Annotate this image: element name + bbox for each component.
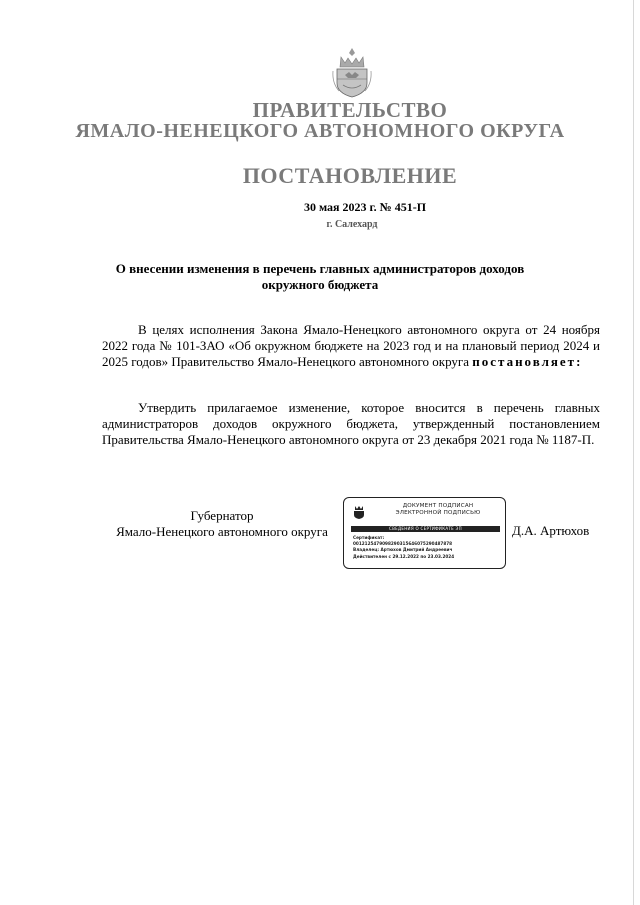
stamp-validity: Действителен с 29.12.2022 по 23.03.2024 bbox=[353, 553, 455, 559]
body-paragraph-1 bbox=[102, 322, 600, 370]
document-subject: О внесении изменения в перечень главных администраторов доходов окружного бюджета bbox=[115, 261, 525, 292]
document-type: ПОСТАНОВЛЕНИЕ bbox=[242, 163, 458, 188]
government-title-line2: ЯМАЛО-НЕНЕЦКОГО АВТОНОМНОГО ОКРУГА bbox=[75, 120, 565, 142]
signer-position-line1: Губернатор bbox=[190, 508, 254, 523]
coat-of-arms-icon bbox=[331, 47, 373, 99]
stamp-title-line2: ЭЛЕКТРОННОЙ ПОДПИСЬЮ bbox=[395, 510, 481, 516]
resolves-word: постановляет: bbox=[472, 354, 583, 369]
signer-position bbox=[102, 508, 342, 540]
electronic-signature-stamp bbox=[343, 497, 506, 569]
stamp-cert-label: Сертификат: bbox=[353, 535, 385, 540]
body-paragraph-2: Утвердить прилагаемое изменение, которое вносится в перечень главных администраторов доходов окружного бюджета, утвержденный постановлением Правительства Ямало-Ненецкого автономного округа от 23 декабря 2021 года № 1187-П. bbox=[102, 400, 600, 447]
signer-position-line2: Ямало-Ненецкого автономного округа bbox=[116, 524, 328, 539]
body-paragraph-1-text: В целях исполнения Закона Ямало-Ненецкого автономного округа от 24 ноября 2022 года № 101-ЗАО «Об окружном бюджете на 2023 год и на плановый период 2024 и 2025 годов» Правительство Ямало-Ненецкого автономного округа bbox=[102, 322, 600, 369]
signer-name: Д.А. Артюхов bbox=[512, 523, 590, 538]
stamp-cert-value: 0012125479098290315646075290487878 bbox=[353, 541, 453, 547]
government-title-line1: ПРАВИТЕЛЬСТВО bbox=[252, 98, 448, 122]
coat-of-arms-icon bbox=[352, 504, 366, 520]
date-number: 30 мая 2023 г. № 451-П bbox=[303, 200, 427, 214]
stamp-owner: Владелец: Артюхов Дмитрий Андреевич bbox=[353, 547, 453, 553]
city: г. Салехард bbox=[326, 219, 378, 230]
stamp-details bbox=[353, 535, 501, 560]
stamp-title bbox=[374, 503, 502, 517]
stamp-certificate-bar: СВЕДЕНИЯ О СЕРТИФИКАТЕ ЭП bbox=[351, 526, 500, 532]
stamp-title-line1: ДОКУМЕНТ ПОДПИСАН bbox=[402, 503, 474, 509]
